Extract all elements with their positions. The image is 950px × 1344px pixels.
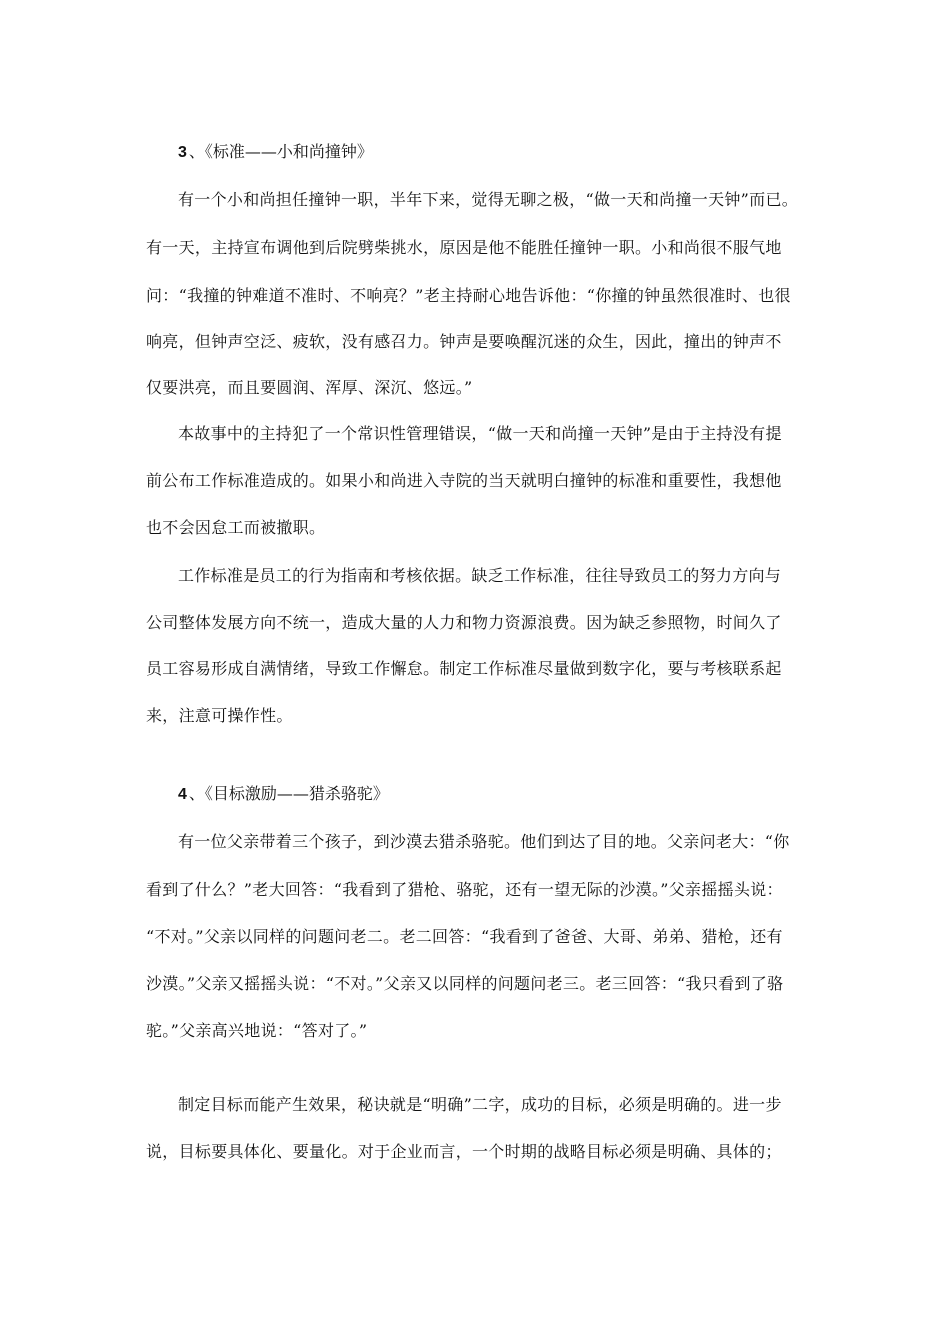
- paragraph-line: 沙漠。”父亲又摇摇头说：“不对。”父亲又以同样的问题问老三。老三回答：“我只看到了骆: [146, 974, 784, 993]
- paragraph-line: 来，注意可操作性。: [146, 706, 293, 725]
- paragraph-line: 公司整体发展方向不统一，造成大量的人力和物力资源浪费。因为缺乏参照物，时间久了: [146, 613, 782, 632]
- paragraph-line: 也不会因怠工而被撤职。: [146, 518, 326, 537]
- paragraph-line: 制定目标而能产生效果，秘诀就是“明确”二字，成功的目标，必须是明确的。进一步: [178, 1095, 782, 1114]
- paragraph-line: 说，目标要具体化、要量化。对于企业而言，一个时期的战略目标必须是明确、具体的；: [146, 1142, 782, 1161]
- paragraph-line: 工作标准是员工的行为指南和考核依据。缺乏工作标准，往往导致员工的努力方向与: [178, 566, 782, 585]
- paragraph-line: 有一个小和尚担任撞钟一职，半年下来，觉得无聊之极，“做一天和尚撞一天钟”而已。: [178, 190, 799, 209]
- section-3-number: 3: [178, 144, 187, 161]
- section-3-title: 《标准——小和尚撞钟》: [204, 142, 373, 161]
- paragraph-line: 响亮，但钟声空泛、疲软，没有感召力。钟声是要唤醒沉迷的众生，因此，撞出的钟声不: [146, 332, 782, 351]
- paragraph-line: 有一位父亲带着三个孩子，到沙漠去猎杀骆驼。他们到达了目的地。父亲问老大：“你: [178, 832, 790, 851]
- paragraph-line: 本故事中的主持犯了一个常识性管理错误，“做一天和尚撞一天钟”是由于主持没有提: [178, 424, 782, 443]
- paragraph-line: 有一天，主持宣布调他到后院劈柴挑水，原因是他不能胜任撞钟一职。小和尚很不服气地: [146, 238, 782, 257]
- section-3-separator: 、: [188, 142, 205, 161]
- section-4-number: 4: [178, 786, 187, 803]
- section-3-heading: [178, 142, 373, 163]
- section-4-separator: 、: [188, 784, 205, 803]
- section-4-title: 《目标激励——猎杀骆驼》: [204, 784, 389, 803]
- paragraph-line: 仅要洪亮，而且要圆润、浑厚、深沉、悠远。”: [146, 378, 473, 397]
- paragraph-line: 员工容易形成自满情绪，导致工作懈怠。制定工作标准尽量做到数字化，要与考核联系起: [146, 659, 782, 678]
- section-4-heading: [178, 784, 389, 805]
- paragraph-line: 问：“我撞的钟难道不准时、不响亮？”老主持耐心地告诉他：“你撞的钟虽然很准时、也很: [146, 286, 791, 305]
- paragraph-line: 前公布工作标准造成的。如果小和尚进入寺院的当天就明白撞钟的标准和重要性，我想他: [146, 471, 782, 490]
- paragraph-line: 看到了什么？”老大回答：“我看到了猎枪、骆驼，还有一望无际的沙漠。”父亲摇摇头说：: [146, 880, 783, 899]
- paragraph-line: 驼。”父亲高兴地说：“答对了。”: [146, 1021, 368, 1040]
- paragraph-line: “不对。”父亲以同样的问题问老二。老二回答：“我看到了爸爸、大哥、弟弟、猎枪，还有: [146, 927, 783, 946]
